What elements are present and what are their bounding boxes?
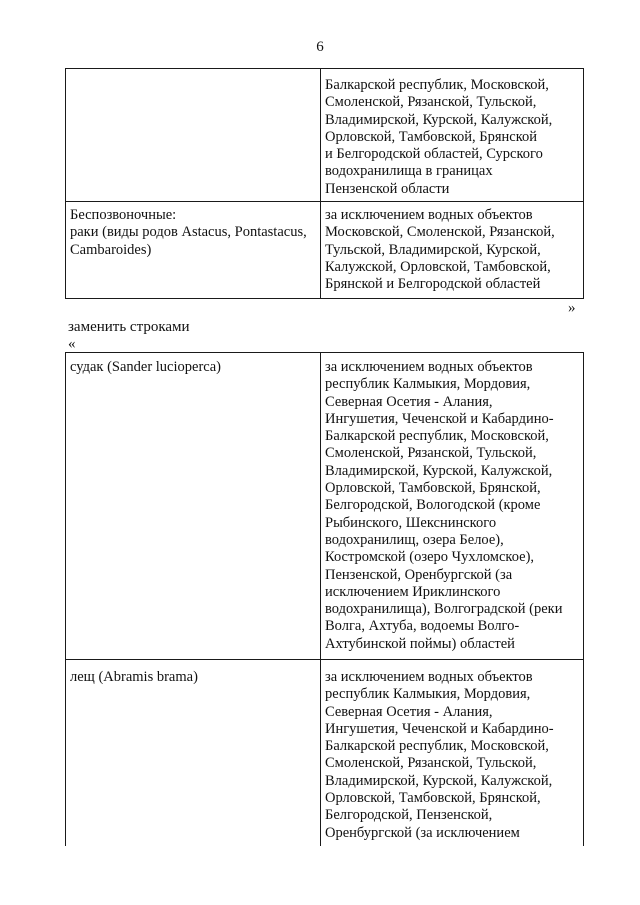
cell-line: Ингушетия, Чеченской и Кабардино- <box>325 720 554 737</box>
species-cell <box>66 69 321 202</box>
cell-line: и Белгородской областей, Сурского <box>325 146 543 163</box>
cell-line: Орловской, Тамбовской, Брянской, <box>325 480 541 497</box>
cell-line: за исключением водных объектов <box>325 207 533 223</box>
exception-cell <box>321 69 584 202</box>
cell-line: водохранилищ, озера Белое), <box>325 531 504 548</box>
exception-cell <box>321 202 584 299</box>
species-cell <box>66 660 321 847</box>
species-table-current <box>65 68 584 299</box>
cell-line: Белгородской, Пензенской, <box>325 807 493 824</box>
species-cell <box>66 202 321 299</box>
cell-line: Тульской, Владимирской, Курской, <box>325 241 541 258</box>
cell-line: водохранилища в границах <box>325 163 493 180</box>
page-number: 6 <box>316 39 324 55</box>
cell-line: водохранилища), Волгоградской (реки <box>325 601 563 618</box>
cell-line: Смоленской, Рязанской, Тульской, <box>325 755 537 772</box>
cell-line: Костромской (озеро Чухломское), <box>325 549 535 566</box>
species-cell <box>66 353 321 660</box>
exception-cell <box>321 660 584 847</box>
cell-line: Смоленской, Рязанской, Тульской, <box>325 445 537 462</box>
cell-line: Пензенской области <box>325 180 450 197</box>
cell-line: за исключением водных объектов <box>325 359 533 375</box>
replace-instruction: заменить строками <box>68 319 190 335</box>
cell-line: Рыбинского, Шекснинского <box>325 514 497 531</box>
cell-line: Смоленской, Рязанской, Тульской, <box>325 94 537 111</box>
species-table-replacement <box>65 352 584 846</box>
table-row <box>66 353 584 660</box>
closing-quote: » <box>568 300 576 316</box>
cell-line: Северная Осетия - Алания, <box>325 703 493 720</box>
opening-quote: « <box>68 336 76 352</box>
cell-line: Балкарской республик, Московской, <box>325 77 549 93</box>
cell-line: Владимирской, Курской, Калужской, <box>325 111 553 128</box>
cell-line: Брянской и Белгородской областей <box>325 276 541 293</box>
cell-line: Ахтубинской поймы) областей <box>325 635 515 652</box>
cell-line: Владимирской, Курской, Калужской, <box>325 462 553 479</box>
cell-line: республик Калмыкия, Мордовия, <box>325 686 531 703</box>
cell-line: Пензенской, Оренбургской (за <box>325 566 513 583</box>
table-row <box>66 69 584 202</box>
exception-cell <box>321 353 584 660</box>
cell-line: Беспозвоночные: <box>70 207 177 223</box>
cell-line: Калужской, Орловской, Тамбовской, <box>325 258 551 275</box>
table-row <box>66 660 584 847</box>
cell-line: Белгородской, Вологодской (кроме <box>325 497 541 514</box>
cell-line: Орловской, Тамбовской, Брянской <box>325 128 538 145</box>
cell-line: Северная Осетия - Алания, <box>325 393 493 410</box>
cell-line: Cambaroides) <box>70 241 152 258</box>
cell-line: Московской, Смоленской, Рязанской, <box>325 224 555 241</box>
cell-line: Владимирской, Курской, Калужской, <box>325 772 553 789</box>
cell-line: лещ (Abramis brama) <box>70 669 198 685</box>
cell-line: Ингушетия, Чеченской и Кабардино- <box>325 410 554 427</box>
cell-line: исключением Ириклинского <box>325 583 501 600</box>
cell-line: судак (Sander lucioperca) <box>70 359 221 375</box>
cell-line: Волга, Ахтуба, водоемы Волго- <box>325 618 520 635</box>
cell-line: Балкарской республик, Московской, <box>325 428 549 445</box>
cell-line: раки (виды родов Astacus, Pontastacus, <box>70 224 307 241</box>
cell-line: Оренбургской (за исключением <box>325 824 520 841</box>
table-row <box>66 202 584 299</box>
cell-line: за исключением водных объектов <box>325 669 533 685</box>
cell-line: республик Калмыкия, Мордовия, <box>325 376 531 393</box>
cell-line: Орловской, Тамбовской, Брянской, <box>325 790 541 807</box>
cell-line: Балкарской республик, Московской, <box>325 738 549 755</box>
